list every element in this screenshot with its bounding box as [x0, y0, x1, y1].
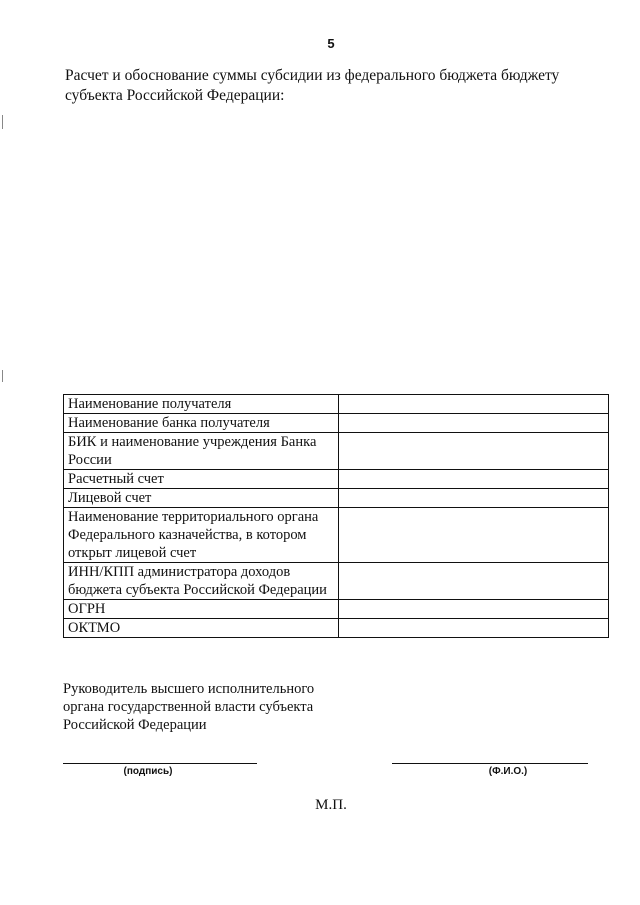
row-label: Расчетный счет — [64, 470, 339, 489]
row-label: БИК и наименование учреждения Банка России — [64, 433, 339, 470]
row-label: ОГРН — [64, 600, 339, 619]
row-value — [339, 563, 609, 600]
name-caption: (Ф.И.О.) — [488, 766, 528, 777]
row-value — [339, 489, 609, 508]
signature-line — [63, 763, 257, 764]
document-heading: Расчет и обоснование суммы субсидии из федерального бюджета бюджету субъекта Российской Федерации: — [65, 67, 560, 104]
row-value — [339, 508, 609, 563]
table-row — [64, 489, 609, 508]
row-value — [339, 395, 609, 414]
table-row — [64, 433, 609, 470]
scan-edge-mark — [2, 115, 3, 129]
row-label: ИНН/КПП администратора доходов бюджета субъекта Российской Федерации — [64, 563, 339, 600]
row-label: Лицевой счет — [64, 489, 339, 508]
name-line — [392, 763, 588, 764]
row-label: Наименование получателя — [64, 395, 339, 414]
row-value — [339, 619, 609, 638]
table-row — [64, 508, 609, 563]
page-number: 5 — [327, 36, 335, 51]
table-row — [64, 600, 609, 619]
table-row — [64, 563, 609, 600]
table-row — [64, 619, 609, 638]
row-label: ОКТМО — [64, 619, 339, 638]
row-value — [339, 600, 609, 619]
scan-edge-mark — [2, 370, 3, 382]
row-value — [339, 433, 609, 470]
table-row — [64, 395, 609, 414]
row-value — [339, 414, 609, 433]
table-row — [64, 470, 609, 489]
table-row — [64, 414, 609, 433]
payment-details-table — [63, 394, 609, 638]
stamp-place-label: М.П. — [315, 797, 347, 813]
row-label: Наименование банка получателя — [64, 414, 339, 433]
signer-title: Руководитель высшего исполнительного органа государственной власти субъекта Российской Федерации — [63, 681, 315, 733]
signature-caption: (подпись) — [123, 766, 173, 777]
row-label: Наименование территориального органа Федерального казначейства, в котором открыт лицевой счет — [64, 508, 339, 563]
row-value — [339, 470, 609, 489]
